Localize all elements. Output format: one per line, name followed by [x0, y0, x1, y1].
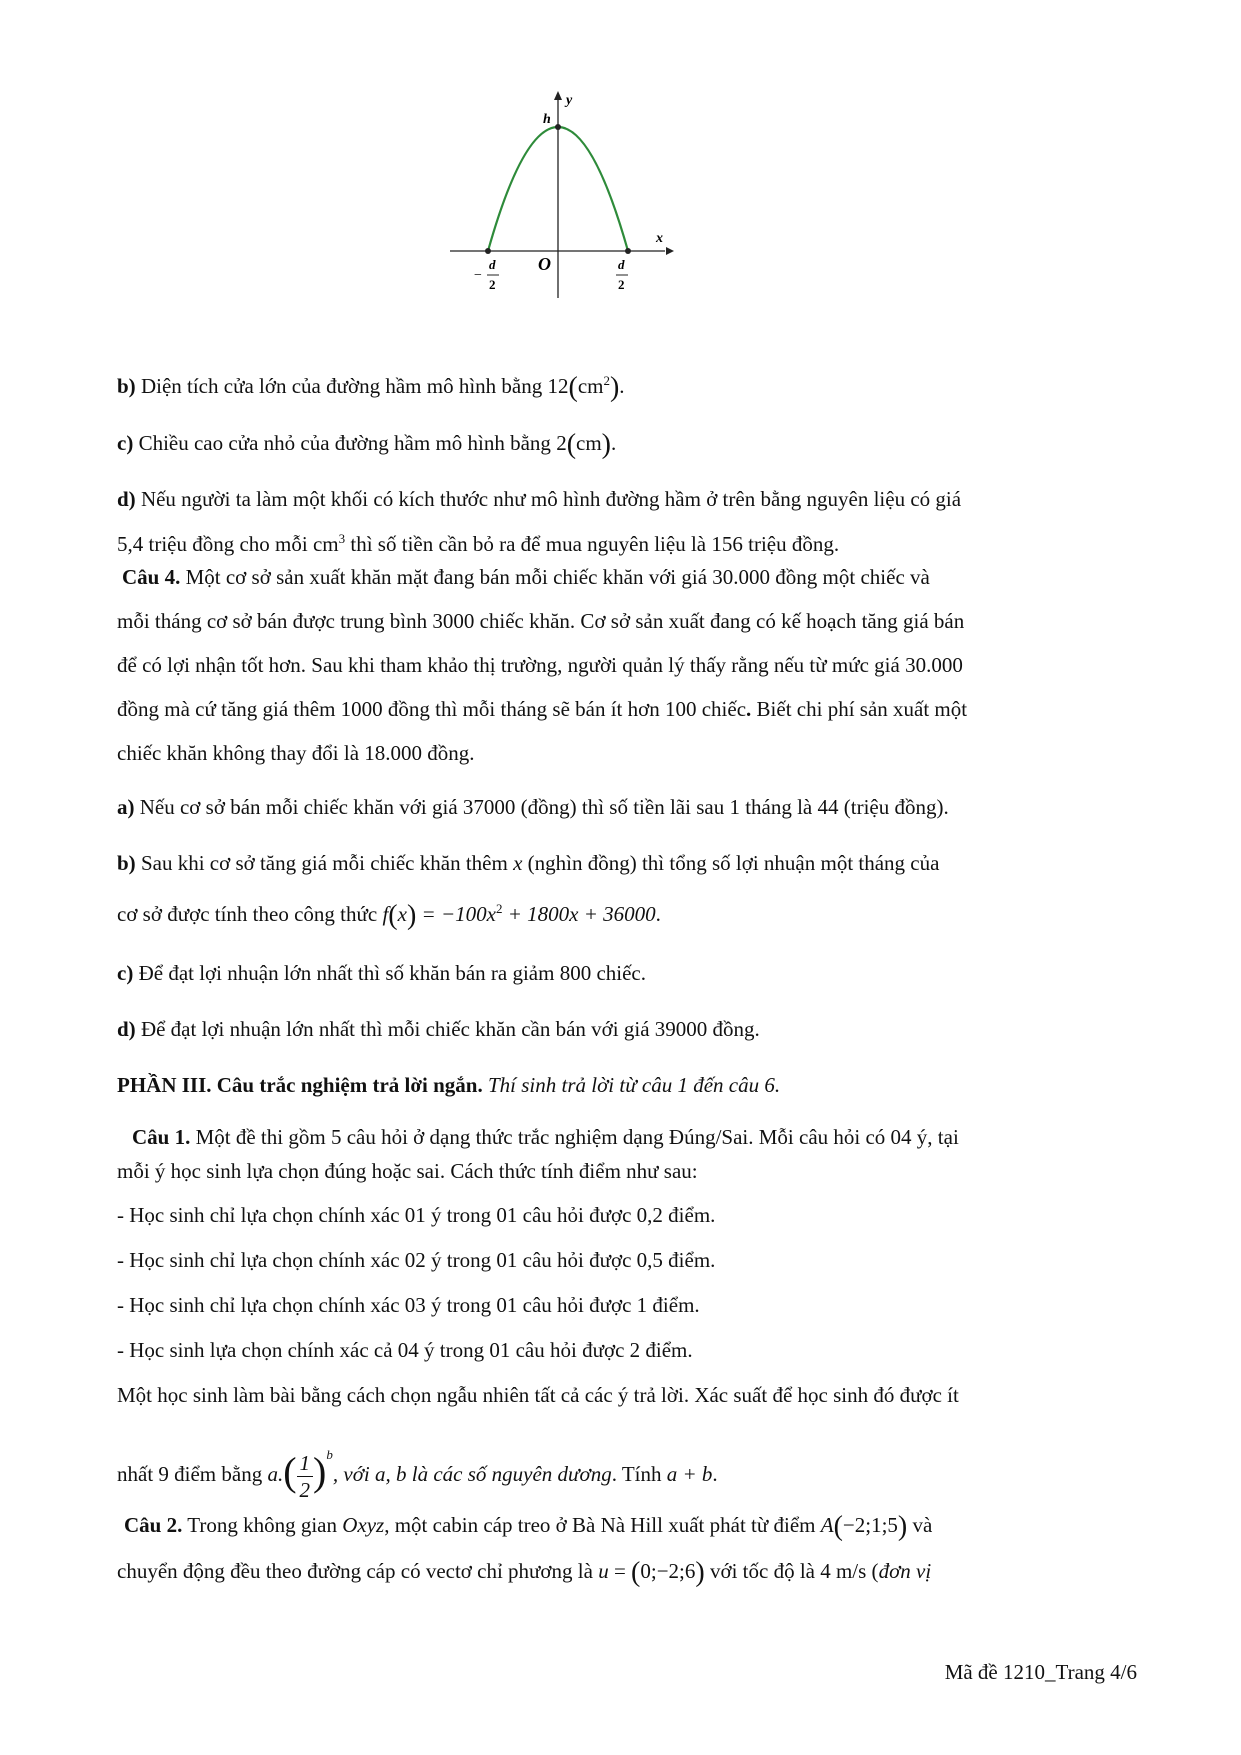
- unit: cm: [576, 431, 602, 455]
- question-label: Câu 4.: [122, 565, 181, 589]
- p3q1-item-2: - Học sinh chỉ lựa chọn chính xác 02 ý trong 01 câu hỏi được 0,5 điểm.: [117, 1248, 716, 1272]
- parabola-graph: [474, 88, 760, 328]
- p3q1-stem-line2: mỗi ý học sinh lựa chọn đúng hoặc sai. Cách thức tính điểm như sau:: [117, 1159, 698, 1183]
- part3-heading: [117, 1070, 1131, 1100]
- q4-option-d: d) Để đạt lợi nhuận lớn nhất thì mỗi chiếc khăn cần bán với giá 39000 đồng.: [117, 1017, 760, 1041]
- option-label: d): [117, 487, 136, 511]
- p3q1-item-4: - Học sinh lựa chọn chính xác cả 04 ý trong 01 câu hỏi được 2 điểm.: [117, 1338, 693, 1362]
- left-frac-den: 2: [489, 277, 496, 292]
- option-text: Nếu người ta làm một khối có kích thước như mô hình đường hầm ở trên bằng nguyên liệu có giá: [135, 487, 962, 511]
- part-title: PHẦN III. Câu trắc nghiệm trả lời ngắn.: [117, 1073, 483, 1097]
- option-label: b): [117, 851, 136, 875]
- p3q1-stem-line1: Câu 1. Một đề thi gồm 5 câu hỏi ở dạng thức trắc nghiệm dạng Đúng/Sai. Mỗi câu hỏi có 04 ý, tại: [132, 1125, 959, 1149]
- q4-option-a: a) Nếu cơ sở bán mỗi chiếc khăn với giá 37000 (đồng) thì số tiền lãi sau 1 tháng là 44 (triệu đồng).: [117, 795, 949, 819]
- option-label: d): [117, 1017, 136, 1041]
- q4-stem-line3: để có lợi nhận tốt hơn. Sau khi tham khảo thị trường, người quản lý thấy rằng nếu từ mức giá 30.000: [117, 653, 963, 677]
- y-axis-label: y: [566, 93, 573, 108]
- question-label: Câu 1.: [132, 1125, 191, 1149]
- vertex-label: h: [543, 112, 551, 127]
- right-frac-num: d: [618, 257, 625, 272]
- value: 12: [547, 374, 569, 398]
- q3-option-d-line1: [117, 484, 1131, 514]
- left-root-point: [485, 248, 491, 254]
- q4-stem-line5: chiếc khăn không thay đổi là 18.000 đồng.: [117, 741, 475, 765]
- y-axis-arrow: [554, 91, 562, 100]
- option-label: b): [117, 374, 136, 398]
- unit: cm: [577, 374, 604, 398]
- p3q1-item-1: - Học sinh chỉ lựa chọn chính xác 01 ý trong 01 câu hỏi được 0,2 điểm.: [117, 1203, 716, 1227]
- right-frac-den: 2: [618, 277, 625, 292]
- option-text: Chiều cao cửa nhỏ của đường hầm mô hình bằng: [133, 431, 557, 455]
- q4-option-b-line2: cơ sở được tính theo công thức $f(x) = -100x^2 + 1800x + 36000$.: [117, 900, 661, 931]
- q4-stem-line4: đồng mà cứ tăng giá thêm 1000 đồng thì mỗi tháng sẽ bán ít hơn 100 chiếc. Biết chi phí sản xuất một: [117, 697, 968, 721]
- p3q1-item-3: - Học sinh chỉ lựa chọn chính xác 03 ý trong 01 câu hỏi được 1 điểm.: [117, 1293, 700, 1317]
- p3q2-stem-line1: Câu 2. Trong không gian Oxyz, một cabin cáp treo ở Bà Nà Hill xuất phát từ điểm A(−2;1;5) và: [124, 1511, 933, 1542]
- q3-option-c: c) Chiều cao cửa nhỏ của đường hầm mô hình bằng 2(cm).: [117, 429, 617, 460]
- option-label: c): [117, 961, 134, 985]
- q4-option-c: c) Để đạt lợi nhuận lớn nhất thì số khăn bán ra giảm 800 chiếc.: [117, 961, 646, 985]
- page-footer: Mã đề 1210_Trang 4/6: [944, 1660, 1137, 1684]
- option-text: Diện tích cửa lớn của đường hầm mô hình bằng: [135, 374, 548, 398]
- fraction: $\frac{1}{2}$: [297, 1450, 314, 1503]
- origin-label: O: [538, 254, 551, 274]
- parabola-figure: [474, 88, 760, 328]
- q3-option-d-line2: 5,4 triệu đồng cho mỗi $cm^3$ thì số tiền cần bỏ ra để mua nguyên liệu là 156 triệu đồng.: [117, 531, 840, 556]
- vertex-point: [555, 124, 561, 130]
- q4-option-b-line1: b) Sau khi cơ sở tăng giá mỗi chiếc khăn thêm x (nghìn đồng) thì tổng số lợi nhuận một tháng của: [117, 851, 940, 875]
- option-label: c): [117, 431, 134, 455]
- value: 2: [556, 431, 567, 455]
- right-root-point: [625, 248, 631, 254]
- p3q2-stem-line2: chuyển động đều theo đường cáp có vectơ chỉ phương là u = (0;−2;6) với tốc độ là 4 m/s (đơn vị: [117, 1557, 932, 1588]
- q4-stem-line2: mỗi tháng cơ sở bán được trung bình 3000 chiếc khăn. Cơ sở sản xuất đang có kế hoạch tăng giá bán: [117, 609, 965, 633]
- q3-option-b: b) Diện tích cửa lớn của đường hầm mô hình bằng $12(cm^2)$.: [117, 372, 625, 403]
- p3q1-stem-line4: nhất 9 điểm bằng a.( $\frac{1}{2}$ )$^b$, với a, b là các số nguyên dương. Tính a + b.: [117, 1447, 718, 1502]
- option-label: a): [117, 795, 135, 819]
- left-minus-sign: −: [474, 268, 482, 283]
- x-axis-arrow: [666, 247, 674, 255]
- q4-stem-line1: Câu 4. Một cơ sở sản xuất khăn mặt đang bán mỗi chiếc khăn với giá 30.000 đồng một chiếc và: [122, 565, 930, 589]
- unit-exponent: 2: [603, 373, 610, 388]
- vector-u: u: [598, 1559, 609, 1583]
- question-label: Câu 2.: [124, 1513, 183, 1537]
- left-frac-num: d: [489, 257, 496, 272]
- p3q1-stem-line3: Một học sinh làm bài bằng cách chọn ngẫu nhiên tất cả các ý trả lời. Xác suất để học sinh đó được ít: [117, 1383, 959, 1407]
- part-subtitle: Thí sinh trả lời từ câu 1 đến câu 6.: [482, 1073, 781, 1097]
- x-axis-label: x: [656, 231, 663, 246]
